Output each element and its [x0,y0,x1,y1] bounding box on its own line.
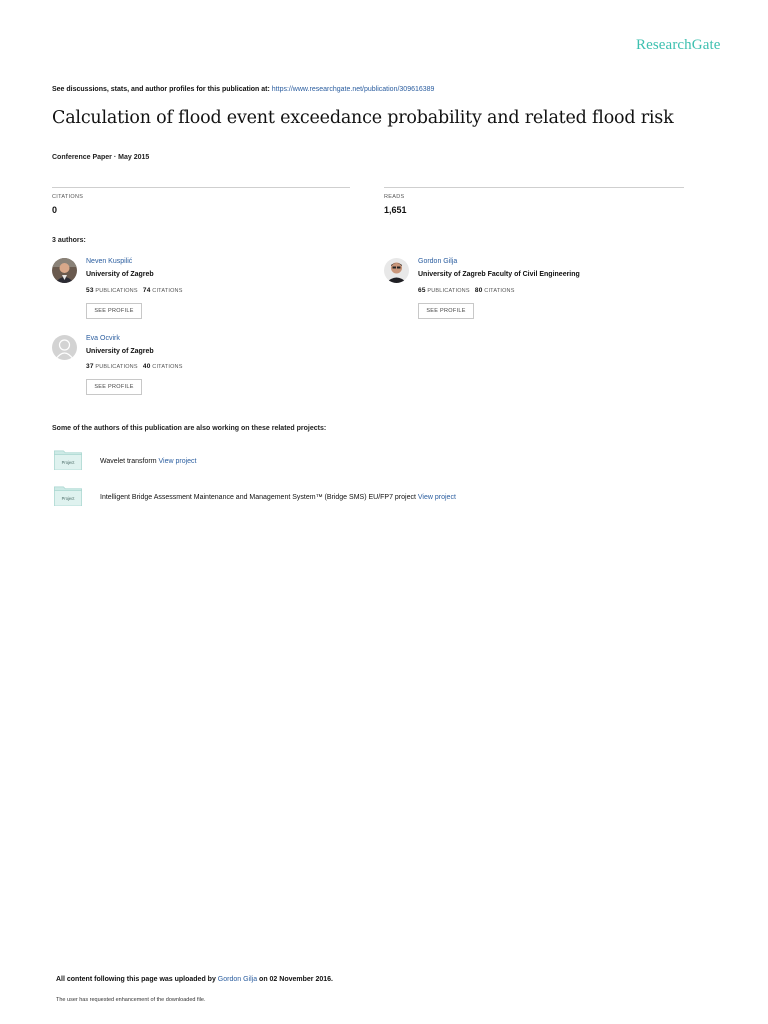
default-avatar-icon [52,335,77,360]
avatar[interactable] [52,258,77,283]
citations-divider [52,187,350,188]
publications-label: PUBLICATIONS [95,364,138,370]
authors-heading: 3 authors: [52,237,86,244]
publications-label: PUBLICATIONS [427,288,470,294]
project-folder-icon[interactable] [53,486,83,511]
author-affiliation: University of Zagreb [86,348,154,355]
researchgate-logo[interactable]: ResearchGate [636,37,721,53]
folder-label: Project [61,460,75,466]
folder-icon [53,450,83,470]
folder-icon [53,486,83,506]
author-stats [418,287,515,294]
see-profile-button[interactable]: SEE PROFILE [418,303,474,319]
upload-prefix: All content following this page was uploaded by [56,976,216,983]
discussions-text: See discussions, stats, and author profiles for this publication at: [52,86,270,93]
citations-label: CITATIONS [52,194,84,200]
view-project-link[interactable]: View project [417,494,456,501]
avatar[interactable] [384,258,409,283]
reads-divider [384,187,684,188]
publications-count: 65 [418,287,426,294]
publications-count: 53 [86,287,94,294]
author-name-eva-ocvirk[interactable]: Eva Ocvirk [86,335,120,342]
upload-note [56,976,333,983]
project-item [100,494,456,501]
upload-suffix: on 02 November 2016. [259,976,333,983]
author-photo-icon [52,258,77,283]
view-project-link[interactable]: View project [158,458,197,465]
discussions-line [52,86,434,93]
project-name: Wavelet transform [100,458,157,465]
enhancement-note: The user has requested enhancement of the downloaded file. [56,997,206,1003]
publication-link[interactable]: https://www.researchgate.net/publication/309616389 [271,86,435,93]
publications-label: PUBLICATIONS [95,288,138,294]
author-photo-icon [384,258,409,283]
folder-label: Project [61,496,75,502]
author-name-gordon-gilja[interactable]: Gordon Gilja [418,258,458,265]
author-affiliation: University of Zagreb [86,271,154,278]
reads-label: READS [384,194,405,200]
projects-heading: Some of the authors of this publication are also working on these related projects: [52,425,327,432]
citations-count: 40 [142,363,151,370]
author-name-neven-kuspilic[interactable]: Neven Kuspilić [86,258,133,265]
citations-label: CITATIONS [152,364,183,370]
project-folder-icon[interactable] [53,450,83,475]
project-name: Intelligent Bridge Assessment Maintenance and Management System™ (Bridge SMS) EU/FP7 project [100,494,416,501]
citations-count: 80 [474,287,483,294]
citations-count: 74 [142,287,151,294]
citations-label: CITATIONS [484,288,515,294]
avatar[interactable] [52,335,77,360]
citations-label: CITATIONS [152,288,183,294]
uploader-link[interactable]: Gordon Gilja [217,976,258,983]
publication-type-date: Conference Paper · May 2015 [52,154,150,161]
reads-value: 1,651 [384,205,407,215]
see-profile-button[interactable]: SEE PROFILE [86,379,142,395]
author-affiliation: University of Zagreb Faculty of Civil Engineering [418,271,580,278]
project-item [100,458,197,465]
publications-count: 37 [86,363,94,370]
publication-title: Calculation of flood event exceedance probability and related flood risk [52,108,674,128]
see-profile-button[interactable]: SEE PROFILE [86,303,142,319]
citations-value: 0 [52,205,58,215]
author-stats [86,363,183,370]
author-stats [86,287,183,294]
